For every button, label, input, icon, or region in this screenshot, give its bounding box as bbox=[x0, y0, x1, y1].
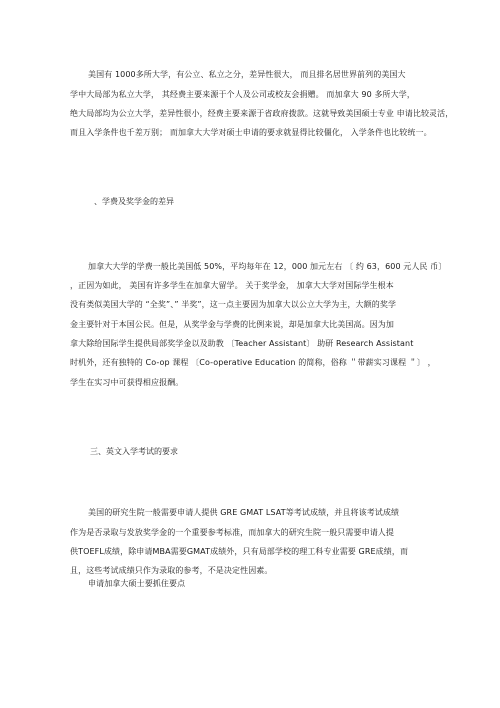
section-heading: 三、英文入学考试的要求 bbox=[90, 447, 178, 456]
paragraph-line: 绝大局部均为公立大学，差异性很小，经费主要来源于省政府拨款。这就导致美国硕士专业 申请比较灵活， bbox=[70, 109, 454, 118]
paragraph-line: 学生在实习中可获得相应报酬。 bbox=[70, 378, 184, 387]
paragraph-line: 美国的研究生院一般需要申请人提供 GRE GMAT LSAT等考试成绩，并且将该考试成绩 bbox=[88, 508, 400, 517]
paragraph-line: 供TOEFL成绩，除申请MBA需要GMAT成绩外，只有局部学校的理工科专业需要 GRE成绩，而 bbox=[70, 547, 409, 556]
paragraph-line: 没有类似美国大学的 “全奖”、” 半奖”，这一点主要因为加拿大以公立大学为主，大额的奖学 bbox=[70, 300, 397, 309]
paragraph-line: ，正因为如此， 美国有许多学生在加拿大留学。 关于奖学金， 加拿大大学对国际学生根本 bbox=[70, 281, 394, 290]
paragraph-line: 时机外，还有独特的 Co-op 课程 〔Co-operative Education 的简称，俗称 ＂带薪实习课程 ＂〕 ， bbox=[70, 358, 436, 367]
paragraph-line: 美国有 1000多所大学，有公立、私立之分，差异性很大， 而且排名居世界前列的美国大 bbox=[88, 70, 406, 79]
paragraph-line: 金主要针对于本国公民。但是，从奖学金与学费的比例来说，却是加拿大比美国高。因为加 bbox=[70, 320, 394, 329]
paragraph-line: 且，这些考试成绩只作为录取的参考，不是决定性因素。 bbox=[70, 566, 273, 575]
paragraph-line: 作为是否录取与发放奖学金的一个重要参考标准，而加拿大的研究生院一般只需要申请人提 bbox=[70, 528, 394, 537]
paragraph-line: 申请加拿大硕士要抓住要点 bbox=[88, 579, 186, 588]
paragraph-line: 拿大除给国际学生提供局部奖学金以及助教 〔Teacher Assistant〕 助研 Research Assistant bbox=[70, 339, 414, 348]
paragraph-line: 而且入学条件也千差万别； 而加拿大大学对硕士申请的要求就显得比较僵化， 入学条件也比较统一。 bbox=[70, 128, 432, 137]
paragraph-line: 加拿大大学的学费一般比美国低 50%，平均每年在 12，000 加元左右 〔 约 63，600 元人民 币〕 bbox=[88, 262, 447, 271]
section-heading: 、学费及奖学金的差异 bbox=[94, 197, 174, 206]
paragraph-line: 学中大局部为私立大学， 其经费主要来源于个人及公司或校友会捐赠。 而加拿大 90 多所大学， bbox=[70, 90, 415, 99]
